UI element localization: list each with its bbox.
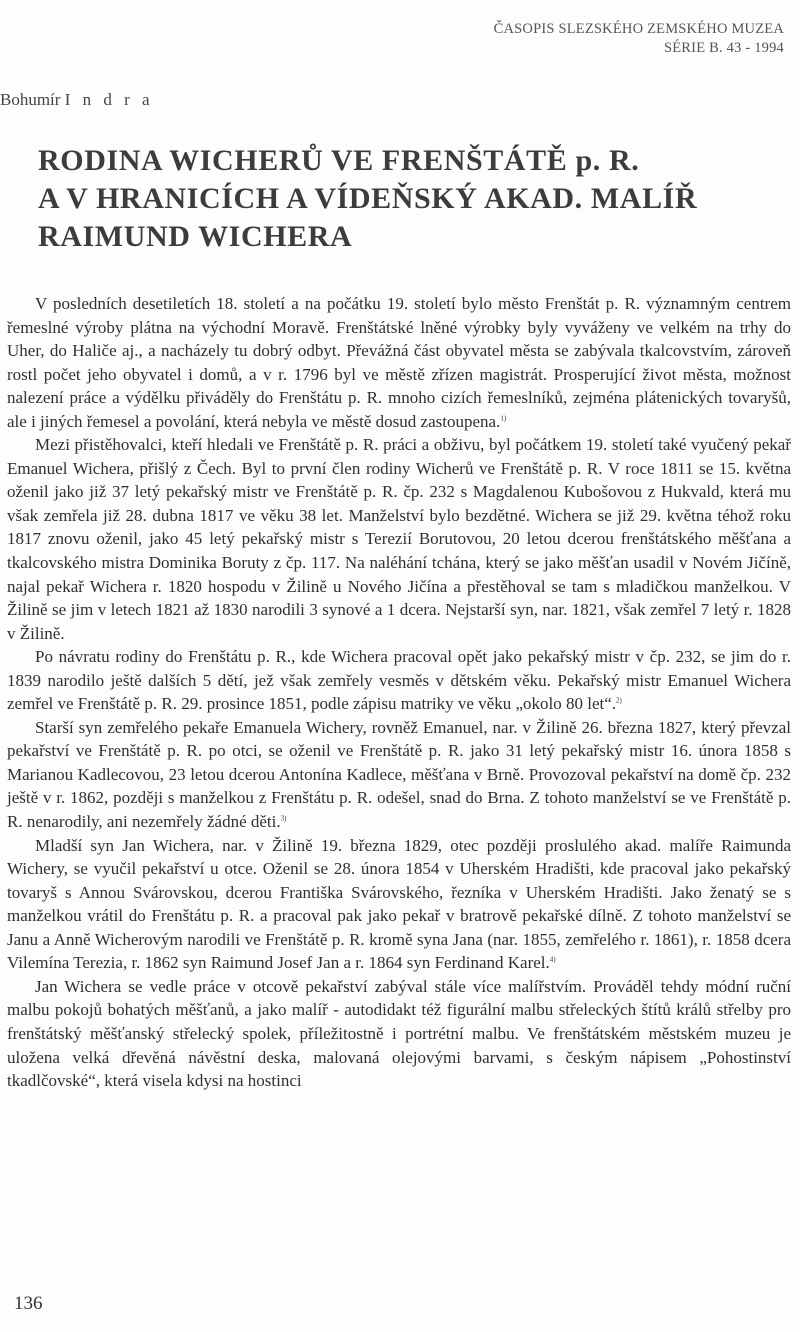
page-number: 136 bbox=[14, 1293, 43, 1314]
article-title bbox=[38, 142, 778, 256]
journal-series: SÉRIE B. 43 - 1994 bbox=[663, 40, 784, 56]
journal-name: ČASOPIS SLEZSKÉHO ZEMSKÉHO MUZEA bbox=[493, 21, 784, 37]
journal-header bbox=[494, 20, 784, 58]
paragraph-4 bbox=[7, 716, 791, 834]
paragraph-text: Jan Wichera se vedle práce v otcově pekařství zabýval stále více malířstvím. Prováděl tehdy módní ruční malbu pokojů bohatých měšťanů, a jako malíř - autodidakt též figurální malbu střeleckých štítů králů střelby pro frenštátský měšťanský střelecký spolek, příležitostně i portrétní malbu. Ve frenštátském městském muzeu je uložena velká dřevěná návěstní deska, malovaná olejovými barvami, s českým nápisem „Pohostinství tkadlčovské“, která visela kdysi na hostinci bbox=[7, 976, 791, 1091]
title-line-3: RAIMUND WICHERA bbox=[38, 220, 353, 253]
paragraph-text: V posledních desetiletích 18. století a na počátku 19. století bylo město Frenštát p. R. významným centrem řemeslné výroby plátna na východní Moravě. Frenštátské lněné výrobky byly vyváženy ve velkém na trhy do Uher, do Haliče aj., a nacházely tu dobrý odbyt. Převážná část obyvatel města se zabývala tkalcovstvím, zároveň rostl počet jeho obyvatel i domů, a v r. 1796 byl ve městě zřízen magistrát. Prosperující život města, možnost nalezení práce a výdělku přiváděly do Frenštátu p. R. mnoho cizích řemeslníků, zejména plátenických tovaryšů, ale i jiných řemesel a povolání, která nebyla ve městě dosud zastoupena. bbox=[7, 294, 791, 431]
paragraph-6 bbox=[7, 975, 791, 1093]
author-name bbox=[0, 90, 154, 110]
paragraph-text: Mezi přistěhovalci, kteří hledali ve Frenštátě p. R. práci a obživu, byl počátkem 19. století také vyučený pekař Emanuel Wichera, přišlý z Čech. Byl to první člen rodiny Wicherů ve Frenštátě p. R. V roce 1811 se 15. května oženil jako již 37 letý pekařský mistr ve Frenštátě p. R. čp. 232 s Magdalenou Kubošovou z Hukvald, která mu však zemřela již 28. dubna 1817 ve věku 38 let. Manželství bylo bezdětné. Wichera se již 29. května téhož roku 1817 znovu oženil, jako 45 letý pekařský mistr s Terezií Borutovou, 20 letou dcerou frenštátského měšťana a tkalcovského mistra Dominika Boruty z čp. 117. Na naléhání tchána, který se jako měšťan usadil v Novém Jičíně, najal pekař Wichera r. 1820 hospodu v Žilině u Nového Jičína a přestěhoval se tam s mladičkou manželkou. V Žilině se jim v letech 1821 až 1830 narodili 3 synové a 1 dcera. Nejstarší syn, nar. 1821, však zemřel 7 letý r. 1828 v Žilině. bbox=[7, 435, 791, 643]
paragraph-2 bbox=[7, 433, 791, 645]
paragraph-5 bbox=[7, 834, 791, 975]
author-first-name: Bohumír bbox=[0, 90, 61, 109]
footnote-marker: 2) bbox=[616, 696, 622, 705]
footnote-marker: 4) bbox=[549, 955, 556, 964]
paragraph-1 bbox=[7, 292, 791, 433]
paragraph-text: Starší syn zemřelého pekaře Emanuela Wichery, rovněž Emanuel, nar. v Žilině 26. března 1827, který převzal pekařství ve Frenštátě p. R. po otci, se oženil ve Frenštátě p. R. jako 31 letý pekařský mistr 16. února 1858 s Marianou Kadlecovou, 23 letou dcerou Antonína Kadlece, měšťana v Brně. Provozoval pekařství na domě čp. 232 ještě v r. 1862, později s manželkou z Frenštátu p. R. odešel, snad do Brna. Z tohoto manželství se ve Frenštátě p. R. nenarodily, ani nezemřely žádné děti. bbox=[7, 717, 791, 832]
footnote-marker: 1) bbox=[500, 414, 507, 423]
article-body bbox=[7, 292, 791, 1093]
author-surname: I n d r a bbox=[64, 90, 154, 109]
paragraph-text: Mladší syn Jan Wichera, nar. v Žilině 19. března 1829, otec později proslulého akad. malíře Raimunda Wichery, se vyučil pekařství u otce. Oženil se 28. února 1854 v Uherském Hradišti, kde pracoval jako pekařský tovaryš s Annou Svárovskou, dcerou Františka Svárovského, řezníka v Uherském Hradišti. Jako ženatý se s manželkou vrátil do Frenštátu p. R. a pracoval pak jako pekař v bratrově pekařské dílně. Z tohoto manželství se Janu a Anně Wicherovým narodili ve Frenštátě p. R. kromě syna Jana (nar. 1855, zemřelého r. 1861), r. 1858 dcera Vilemína Terezia, r. 1862 syn Raimund Josef Jan a r. 1864 syn Ferdinand Karel. bbox=[7, 835, 791, 973]
title-line-1: RODINA WICHERŮ VE FRENŠTÁTĚ p. R. bbox=[38, 144, 640, 177]
footnote-marker: 3) bbox=[280, 814, 287, 823]
title-line-2: A V HRANICÍCH A VÍDEŇSKÝ AKAD. MALÍŘ bbox=[38, 182, 698, 215]
paragraph-3 bbox=[7, 645, 791, 716]
paragraph-text: Po návratu rodiny do Frenštátu p. R., kde Wichera pracoval opět jako pekařský mistr v čp. 232, se jim do r. 1839 narodilo ještě dalších 5 dětí, jež však zemřely vesměs v dětském věku. Pekařský mistr Emanuel Wichera zemřel ve Frenštátě p. R. 29. prosince 1851, podle zápisu matriky ve věku „okolo 80 let“. bbox=[7, 647, 791, 714]
